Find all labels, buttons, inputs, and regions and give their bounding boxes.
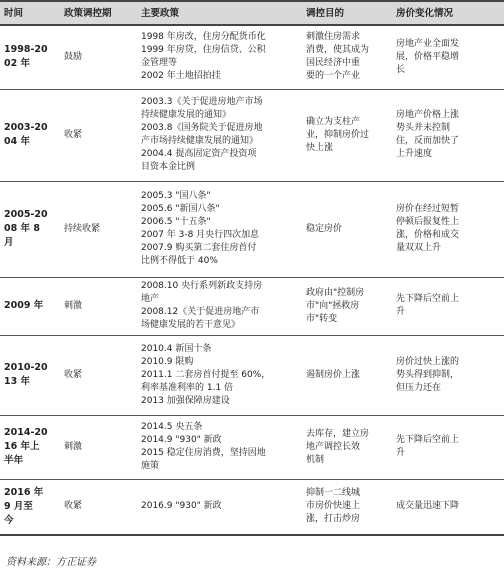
cell-price-change-line: 升: [396, 307, 406, 317]
cell-period-line: 13 年: [4, 376, 31, 387]
cell-price-change: [392, 181, 504, 277]
cell-policy-goal: [302, 25, 392, 89]
cell-price-change-line: 成交量迅速下降: [396, 501, 460, 512]
header-policy-stance: 政策调控期: [60, 1, 137, 25]
cell-policy-goal-line: 市"向"拯救房: [306, 300, 360, 311]
cell-main-policies-line: 2007 年 3-8 月央行四次加息: [141, 230, 260, 240]
cell-period: [0, 335, 60, 415]
cell-main-policies-line: 2005.3 "国八条": [141, 191, 211, 201]
cell-main-policies-line: 1998 年房改，住房分配货币化: [141, 32, 266, 43]
cell-policy-goal: [302, 335, 392, 415]
cell-period-line: 2009 年: [4, 300, 44, 311]
cell-main-policies-line: 目资本金比例: [141, 162, 196, 172]
cell-policy-stance: 收紧: [60, 479, 137, 535]
cell-period-line: 2010-20: [4, 362, 48, 373]
cell-period-line: 16 年上: [4, 441, 40, 452]
cell-period: [0, 479, 60, 535]
table-row: [0, 415, 504, 479]
cell-policy-goal-line: 政府由"控制房: [306, 287, 365, 298]
table-row: [0, 479, 504, 535]
cell-price-change-line: 先下降后空前上: [396, 435, 460, 445]
cell-price-change-line: 量双双上升: [396, 243, 442, 253]
cell-main-policies-line: 产市场持续健康发展的通知》: [141, 136, 259, 146]
cell-policy-goal: [302, 479, 392, 535]
cell-policy-goal-line: 要的一个产业: [306, 71, 361, 82]
table-row: [0, 89, 504, 181]
cell-main-policies-line: 地产: [141, 294, 160, 304]
cell-policy-goal-line: 确立为支柱产: [306, 116, 361, 127]
cell-policy-goal-line: 刺激住房需求: [306, 32, 361, 43]
cell-policy-goal: [302, 277, 392, 335]
table-row: [0, 335, 504, 415]
cell-price-change-line: 势头得到抑制，: [396, 369, 460, 380]
cell-period-line: 08 年 8: [4, 223, 40, 234]
cell-policy-stance: 持续收紧: [60, 181, 137, 277]
cell-period-line: 02 年: [4, 58, 31, 70]
cell-main-policies-line: 2003.3《关于促进房地产市场: [141, 97, 263, 107]
cell-period-line: 2005-20: [4, 209, 48, 220]
cell-main-policies: [137, 479, 302, 535]
cell-main-policies-line: 2006.5 "十五条": [141, 217, 211, 227]
cell-main-policies-line: 1999 年房贷，住房信贷、公积: [141, 45, 266, 56]
cell-main-policies-line: 2010.4 新国十条: [141, 343, 212, 354]
cell-price-change: [392, 25, 504, 89]
cell-price-change-line: 房地产业全面发: [396, 38, 460, 49]
cell-period-line: 今: [4, 514, 14, 526]
cell-main-policies-line: 场健康发展的若干意见》: [141, 320, 241, 330]
cell-price-change-line: 升: [396, 448, 406, 458]
cell-period: [0, 277, 60, 335]
cell-main-policies-line: 2015 稳定住房消费，坚持因地: [141, 448, 266, 458]
cell-period-line: 04 年: [4, 136, 31, 147]
cell-policy-goal-line: 国民经济中重: [306, 58, 361, 69]
cell-period: [0, 415, 60, 479]
cell-main-policies-line: 2003.8《国务院关于促进房地: [141, 123, 263, 133]
table-row: [0, 181, 504, 277]
cell-policy-goal: [302, 415, 392, 479]
header-policy-goal: 调控目的: [302, 1, 392, 25]
cell-price-change-line: 势头并未控制: [396, 123, 451, 133]
cell-main-policies-line: 2011.1 二套房首付提至 60%，: [141, 369, 271, 380]
cell-policy-goal: [302, 181, 392, 277]
cell-main-policies-line: 2013 加强保障房建设: [141, 395, 230, 406]
cell-period-line: 9 月至: [4, 500, 33, 512]
cell-main-policies-line: 2010.9 限购: [141, 356, 194, 367]
table-header: [0, 1, 504, 25]
cell-price-change-line: 但压力还在: [396, 382, 442, 393]
cell-main-policies: [137, 25, 302, 89]
cell-main-policies-line: 持续健康发展的通知》: [141, 110, 232, 120]
cell-main-policies: [137, 89, 302, 181]
cell-policy-goal-line: 机制: [306, 454, 325, 465]
cell-policy-goal-line: 消费，使其成为: [306, 45, 370, 56]
header-row: [0, 1, 504, 25]
cell-price-change-line: 住，反而加快了: [396, 136, 460, 146]
source-note: 资料来源：方正证券: [6, 557, 96, 568]
cell-price-change: [392, 335, 504, 415]
cell-price-change-line: 房价在经过短暂: [396, 204, 460, 214]
cell-policy-stance: 刺激: [60, 415, 137, 479]
cell-policy-stance: 收紧: [60, 89, 137, 181]
cell-policy-goal-line: 遏制房价上涨: [306, 369, 361, 380]
cell-main-policies-line: 2002 年土地招拍挂: [141, 71, 221, 82]
cell-period: [0, 25, 60, 89]
cell-main-policies: [137, 335, 302, 415]
cell-price-change: [392, 277, 504, 335]
cell-main-policies-line: 2004.4 提高固定资产投资项: [141, 149, 257, 159]
cell-price-change-line: 涨，价格和成交: [396, 230, 460, 240]
cell-period-line: 2014-20: [4, 427, 48, 438]
cell-period-line: 月: [4, 237, 14, 248]
cell-main-policies-line: 金管理等: [141, 58, 178, 69]
cell-main-policies-line: 2016.9 "930" 新政: [141, 501, 222, 512]
cell-price-change-line: 展，价格平稳增: [396, 51, 460, 62]
header-price-change: 房价变化情况: [392, 1, 504, 25]
cell-price-change-line: 房价过快上涨的: [396, 356, 460, 367]
header-time: 时间: [0, 1, 60, 25]
cell-policy-goal-line: 抑制一二线城: [306, 488, 361, 499]
cell-main-policies-line: 利率基准利率的 1.1 倍: [141, 382, 234, 393]
cell-period: [0, 181, 60, 277]
cell-price-change: [392, 415, 504, 479]
cell-policy-stance: 鼓励: [60, 25, 137, 89]
cell-policy-goal-line: 稳定房价: [306, 223, 343, 234]
cell-main-policies: [137, 181, 302, 277]
cell-main-policies-line: 2014.9 "930" 新政: [141, 435, 222, 445]
cell-policy-goal-line: 市房价快速上: [306, 501, 361, 512]
cell-period-line: 2003-20: [4, 122, 48, 133]
cell-period-line: 1998-20: [4, 44, 48, 56]
cell-main-policies-line: 2014.5 央五条: [141, 422, 203, 432]
cell-policy-stance: 收紧: [60, 335, 137, 415]
cell-policy-stance: 刺激: [60, 277, 137, 335]
cell-policy-goal: [302, 89, 392, 181]
cell-policy-goal-line: 市"转变: [306, 313, 338, 324]
table-row: [0, 277, 504, 335]
cell-policy-goal-line: 涨，打击炒房: [306, 514, 361, 525]
cell-period: [0, 89, 60, 181]
cell-price-change-line: 房地产价格上涨: [396, 110, 460, 120]
cell-period-line: 半年: [4, 455, 24, 466]
cell-price-change-line: 长: [396, 64, 406, 75]
cell-main-policies: [137, 277, 302, 335]
table-body: [0, 25, 504, 535]
cell-main-policies-line: 2007.9 购买第二套住房首付: [141, 243, 257, 253]
cell-price-change-line: 上升速度: [396, 149, 433, 159]
cell-price-change: [392, 89, 504, 181]
cell-price-change-line: 停顿后报复性上: [396, 217, 460, 227]
cell-period-line: 2016 年: [4, 486, 44, 498]
cell-policy-goal-line: 地产调控长效: [306, 441, 361, 452]
header-main-policies: 主要政策: [137, 1, 302, 25]
cell-price-change: [392, 479, 504, 535]
cell-main-policies-line: 2008.12《关于促进房地产市: [141, 307, 260, 317]
cell-policy-goal-line: 业，抑制房价过: [306, 129, 370, 140]
cell-main-policies-line: 施策: [141, 461, 160, 471]
cell-price-change-line: 先下降后空前上: [396, 294, 460, 304]
cell-main-policies-line: 2005.6 "新国八条": [141, 204, 220, 214]
cell-main-policies-line: 比例不得低于 40%: [141, 256, 218, 266]
table-row: [0, 25, 504, 89]
cell-main-policies-line: 2008.10 央行系列新政支持房: [141, 281, 263, 291]
cell-policy-goal-line: 去库存，建立房: [306, 428, 370, 439]
cell-policy-goal-line: 快上涨: [306, 142, 334, 153]
cell-main-policies: [137, 415, 302, 479]
